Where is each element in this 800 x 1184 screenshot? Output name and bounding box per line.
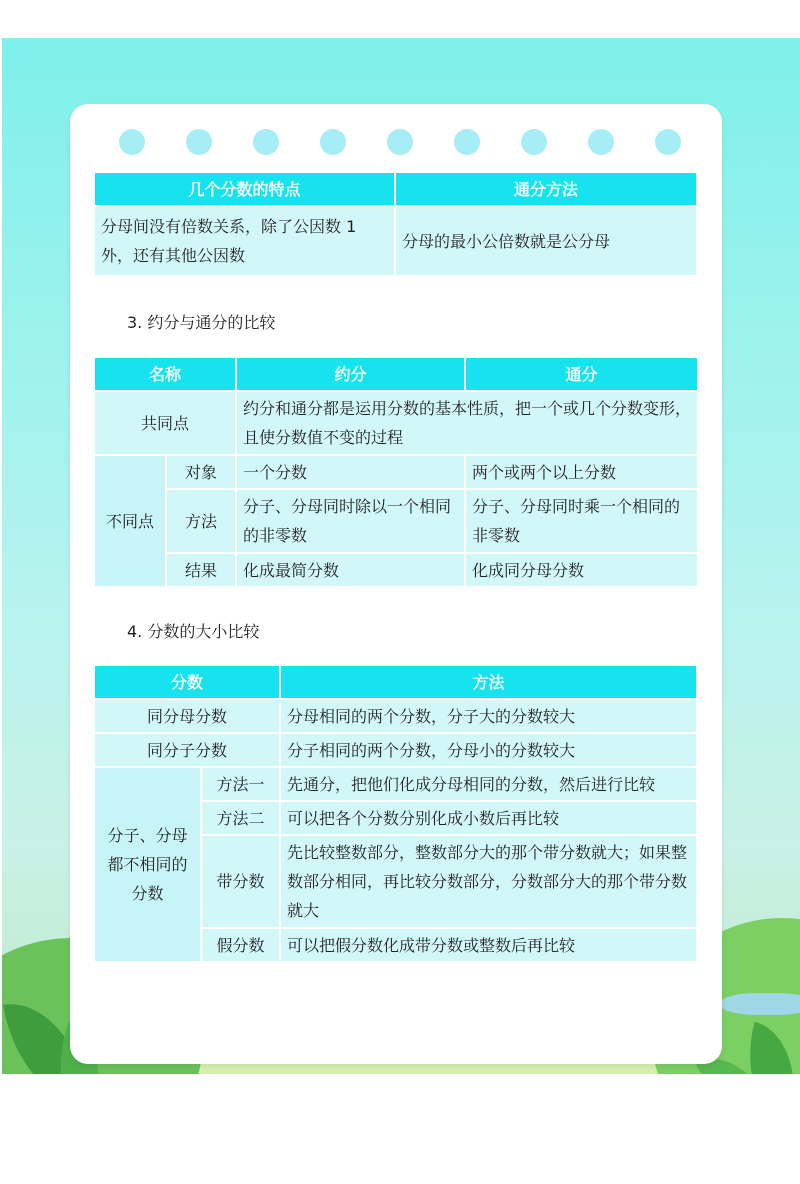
table-row-label: 方法二 bbox=[201, 801, 280, 835]
table-row-label: 方法 bbox=[166, 489, 236, 553]
tongfen-method-table bbox=[93, 171, 698, 277]
table-header: 几个分数的特点 bbox=[94, 172, 395, 206]
table-header: 名称 bbox=[94, 357, 236, 391]
binder-ring-icon bbox=[387, 129, 413, 155]
section-heading: 3. 约分与通分的比较 bbox=[127, 313, 276, 332]
table-cell: 两个或两个以上分数 bbox=[465, 455, 698, 489]
table-header: 通分 bbox=[465, 357, 698, 391]
table-cell: 约分和通分都是运用分数的基本性质，把一个或几个分数变形，且使分数值不变的过程 bbox=[236, 391, 698, 455]
section-heading: 4. 分数的大小比较 bbox=[127, 622, 260, 641]
table-row-label: 对象 bbox=[166, 455, 236, 489]
binder-ring-icon bbox=[119, 129, 145, 155]
table-header: 约分 bbox=[236, 357, 465, 391]
table-row-label: 带分数 bbox=[201, 835, 280, 928]
table-header: 方法 bbox=[280, 665, 697, 699]
table-row-label: 共同点 bbox=[94, 391, 236, 455]
table-cell: 化成最简分数 bbox=[236, 553, 465, 587]
binder-ring-icon bbox=[253, 129, 279, 155]
binder-ring-icon bbox=[320, 129, 346, 155]
table-cell: 分母相同的两个分数，分子大的分数较大 bbox=[280, 699, 697, 733]
table-cell: 先比较整数部分，整数部分大的那个带分数就大；如果整数部分相同，再比较分数部分，分数部分大的那个带分数就大 bbox=[280, 835, 697, 928]
table-row-label: 假分数 bbox=[201, 928, 280, 962]
yuefen-tongfen-comparison-table bbox=[93, 356, 699, 588]
binder-ring-icon bbox=[521, 129, 547, 155]
table-header: 分数 bbox=[94, 665, 280, 699]
table-cell: 分子、分母同时乘一个相同的非零数 bbox=[465, 489, 698, 553]
table-cell: 分母间没有倍数关系，除了公因数 1 外，还有其他公因数 bbox=[94, 206, 395, 276]
table-row-label: 不同点 bbox=[94, 455, 166, 587]
table-row-label: 方法一 bbox=[201, 767, 280, 801]
table-row-label: 同分子分数 bbox=[94, 733, 280, 767]
table-row-label: 结果 bbox=[166, 553, 236, 587]
fraction-size-comparison-table bbox=[93, 664, 698, 963]
binder-ring-icon bbox=[588, 129, 614, 155]
background-pond bbox=[722, 993, 800, 1015]
table-row-label: 分子、分母都不相同的分数 bbox=[94, 767, 201, 962]
table-cell: 可以把假分数化成带分数或整数后再比较 bbox=[280, 928, 697, 962]
table-cell: 先通分，把他们化成分母相同的分数，然后进行比较 bbox=[280, 767, 697, 801]
binder-ring-icon bbox=[186, 129, 212, 155]
table-cell: 化成同分母分数 bbox=[465, 553, 698, 587]
table-cell: 分子、分母同时除以一个相同的非零数 bbox=[236, 489, 465, 553]
table-header: 通分方法 bbox=[395, 172, 697, 206]
table-cell: 可以把各个分数分别化成小数后再比较 bbox=[280, 801, 697, 835]
table-cell: 分母的最小公倍数就是公分母 bbox=[395, 206, 697, 276]
table-row-label: 同分母分数 bbox=[94, 699, 280, 733]
binder-ring-icon bbox=[655, 129, 681, 155]
table-cell: 分子相同的两个分数，分母小的分数较大 bbox=[280, 733, 697, 767]
binder-ring-icon bbox=[454, 129, 480, 155]
table-cell: 一个分数 bbox=[236, 455, 465, 489]
